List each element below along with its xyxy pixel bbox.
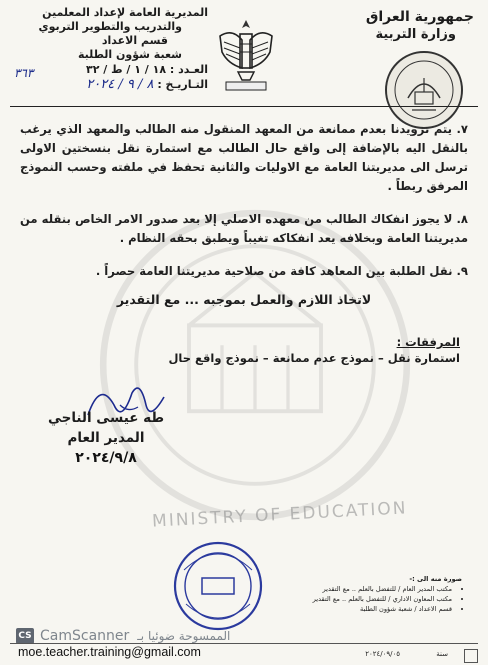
footer-code: ﺳﻨﺔ (436, 650, 448, 658)
footer-divider (10, 643, 478, 644)
handwritten-reference: ٣٦٣ (14, 66, 34, 80)
closing-line: لاتخاذ اللازم والعمل بموجبه ... مع التقدير (116, 292, 372, 307)
camscanner-arabic: الممسوحة ضوئيا بـ (137, 629, 231, 643)
list-item: • مكتب المدير العام / للتفضل بالعلم .. مع التقدير (242, 584, 452, 594)
country-title: جمهورية العراق (365, 9, 474, 25)
camscanner-label: CamScanner (40, 628, 130, 644)
section-name: شعبة شؤون الطلبة (77, 48, 182, 61)
copies-title: صورة منه الى :- (409, 575, 462, 583)
attachments-list: استمارة نقل – نموذج عدم ممانعة – نموذج واقع حال (168, 351, 460, 365)
camscanner-logo-icon: CS (16, 628, 34, 644)
date-label: التـاريـخ : (157, 78, 208, 91)
paragraph-8: ٨. لا يجوز انفكاك الطالب من معهده الاصلي إلا بعد صدور الامر الخاص بنقله من مديريتنا العامة وبخلافه يعد انفكاكه تغيباً ويطبق بحقه النظام . (20, 212, 468, 245)
header-ministry-block (334, 8, 474, 43)
directorate-subname: والتدريب والتطوير التربوي (38, 20, 182, 33)
directorate-name: المديرية العامة لإعداد المعلمين (42, 6, 208, 19)
iraq-eagle-emblem-icon (214, 14, 278, 94)
reference-value: ١٨ / ١ / ط / ٣٢ (85, 63, 167, 76)
ministry-title: وزارة التربية (375, 27, 456, 42)
header-directorate-block (8, 6, 208, 92)
watermark-text: MINISTRY OF EDUCATION (151, 498, 408, 532)
copies-list (242, 584, 462, 614)
letter-body (20, 120, 468, 295)
paragraph-9: ٩. نقل الطلبة بين المعاهد كافة من صلاحية مديريتنا العامة حصراً . (95, 264, 468, 278)
paragraph-7: ٧. يتم تزويدنا بعدم ممانعة من المعهد المنقول منه الطالب والمعهد الذي يرغب بالنقل اليه بالإضافة إلى واقع حال الطالب مع استمارة نقل بنسختين الاولى ترسل الى مديريتنا العامة مع الاوليات والثانية تحفظ في ملفته وحسب النموذج المرفق ربطاً . (20, 122, 468, 193)
department-name: قسم الاعداد (101, 34, 168, 47)
signatory-name: طه عيسى الناجي (47, 410, 165, 426)
signature-block (36, 408, 176, 468)
date-value: ٨ / ٩ / ٢٠٢٤ (86, 77, 154, 92)
list-item: • مكتب المعاون الاداري / للتفضل بالعلم .. مع التقدير (242, 594, 452, 604)
header-divider (10, 106, 478, 107)
footer-date-code: ٢٠٢٤/٠٩/٠٥ (365, 650, 400, 658)
reference-number-row (8, 62, 208, 77)
date-row (8, 77, 208, 92)
signatory-position: المدير العام (67, 430, 145, 446)
copies-to-block (242, 574, 462, 614)
signature-date: ٢٠٢٤/٩/٨ (75, 450, 137, 466)
reference-label: العـدد : (169, 63, 208, 76)
list-item: • قسم الاعداد / شعبة شؤون الطلبة (242, 604, 452, 614)
footer-box (464, 649, 478, 663)
contact-email: moe.teacher.training@gmail.com (18, 645, 201, 659)
attachments-title: المرفقات : (396, 335, 460, 349)
